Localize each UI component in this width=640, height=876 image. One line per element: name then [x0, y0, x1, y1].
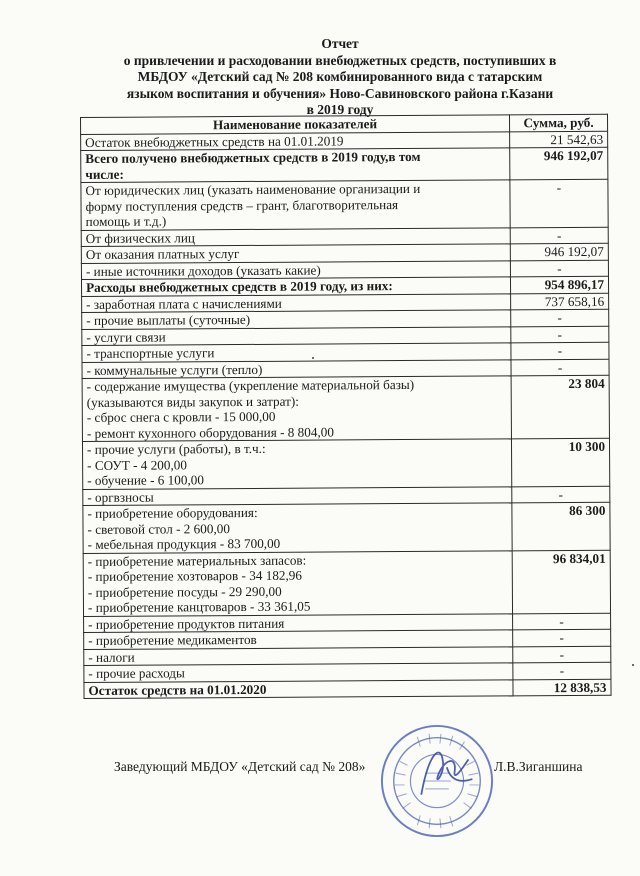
row-label-line: - приобретение посуды - 29 290,00	[87, 583, 282, 600]
row-amount: 10 300	[511, 438, 609, 486]
scan-speck	[312, 357, 314, 359]
row-label	[82, 376, 511, 442]
row-label-line: - прочие расходы	[88, 665, 185, 681]
row-label-line: - сброс снега с кровли - 15 000,00	[86, 408, 276, 425]
row-label	[81, 180, 510, 230]
title-line-5: в 2019 году	[306, 102, 374, 117]
table-body	[81, 131, 611, 699]
table-row	[81, 179, 608, 230]
row-amount: 946 192,07	[510, 243, 608, 260]
row-label-line: - приобретение оборудования:	[87, 504, 258, 521]
row-label-line: - налоги	[88, 649, 135, 665]
title-line-4: языком воспитания и обучения» Ново-Савиновского района г.Казани	[126, 85, 554, 101]
row-label-line: числе:	[85, 166, 124, 182]
row-amount: 21 542,63	[510, 131, 608, 148]
row-amount: -	[513, 629, 611, 646]
row-label-line: - СОУТ - 4 200,00	[87, 456, 187, 473]
row-label	[81, 148, 510, 183]
report-title	[60, 36, 620, 119]
row-label-line: - приобретение продуктов питания	[88, 615, 285, 632]
row-label-line: - мебельная продукция - 83 700,00	[87, 535, 281, 552]
row-amount: -	[513, 662, 611, 679]
row-amount: 86 300	[512, 502, 610, 550]
row-amount: -	[510, 227, 608, 244]
row-label-line: - коммунальные услуги (тепло)	[86, 361, 263, 378]
row-label-line: - транспортные услуги	[86, 345, 215, 361]
row-label	[84, 679, 513, 698]
scan-speck	[632, 664, 634, 666]
seal-stamp-icon	[378, 722, 496, 840]
row-label-line: - содержание имущества (укрепление материальной базы)	[86, 376, 415, 394]
row-amount: 946 192,07	[510, 147, 608, 180]
row-label-line: - приобретение материальных запасов:	[87, 552, 307, 569]
row-amount: -	[511, 326, 609, 343]
row-label-line: - прочие выплаты (суточные)	[86, 311, 251, 328]
footer-position: Заведующий МБДОУ «Детский сад № 208»	[114, 759, 366, 774]
report-table	[80, 114, 612, 699]
row-label-line: От оказания платных услуг	[85, 246, 240, 262]
row-amount: -	[510, 260, 608, 277]
row-label-line: - иные источники доходов (указать какие)	[85, 262, 321, 279]
row-amount: 12 838,53	[513, 679, 611, 696]
table-row	[84, 679, 611, 699]
row-amount: -	[511, 342, 609, 359]
row-amount: -	[513, 613, 611, 630]
row-amount: -	[513, 646, 611, 663]
row-label-line: - приобретение хозтоваров - 34 182,96	[87, 567, 303, 584]
header-name: Наименование показателей	[81, 115, 510, 134]
title-line-2: о привлечении и расходовании внебюджетных средств, поступивших в	[123, 52, 557, 68]
row-amount: -	[510, 179, 608, 227]
row-label-line: - оргвзносы	[87, 489, 154, 505]
row-label-line: Остаток внебюджетных средств на 01.01.2019	[85, 132, 344, 150]
row-label-line: - приобретение канцтоваров - 33 361,05	[87, 598, 311, 615]
row-label-line: Всего получено внебюджетных средств в 2019 году,в том	[85, 148, 421, 166]
row-label-line: форму поступления средств – грант, благотворительная	[85, 196, 399, 214]
row-amount: -	[511, 359, 609, 376]
row-amount: 737 658,16	[511, 293, 609, 310]
header-amount: Сумма, руб.	[509, 114, 607, 131]
row-label-line: (указываются виды закупок и затрат):	[86, 393, 299, 410]
row-amount: 23 804	[511, 375, 609, 439]
row-label-line: - обучение - 6 100,00	[87, 472, 204, 488]
footer-name: Л.В.Зиганшина	[494, 759, 583, 774]
row-label-line: Расходы внебюджетных средств в 2019 году, из них:	[85, 278, 393, 295]
row-label	[83, 550, 512, 616]
table-row	[83, 502, 610, 553]
row-amount: -	[512, 486, 610, 503]
row-amount: 96 834,01	[512, 550, 610, 614]
title-line-3: МБДОУ «Детский сад № 208 комбинированного вида с татарским	[137, 69, 543, 84]
table-row	[82, 438, 609, 489]
row-label	[83, 503, 512, 553]
row-label-line: - приобретение медикаментов	[88, 631, 257, 648]
row-label-line: - ремонт кухонного оборудования - 8 804,00	[86, 423, 334, 441]
row-amount: -	[511, 309, 609, 326]
row-label-line: Остаток средств на 01.01.2020	[88, 681, 267, 698]
row-label-line: От физических лиц	[85, 229, 195, 246]
table-row	[83, 550, 610, 616]
table-row	[82, 375, 609, 441]
row-amount: 954 896,17	[510, 276, 608, 293]
row-label-line: - прочие услуги (работы), в т.ч.:	[86, 440, 266, 457]
row-label-line: - световой стол - 2 600,00	[87, 520, 230, 537]
row-label-line: - услуги связи	[86, 328, 166, 345]
row-label-line: помощь и т.д.)	[85, 213, 167, 229]
title-line-1: Отчет	[321, 36, 359, 51]
row-label	[82, 439, 511, 489]
row-label-line: - заработная плата с начислениями	[86, 295, 282, 312]
row-label-line: От юридических лиц (указать наименование организации и	[85, 180, 421, 198]
table-row	[81, 147, 608, 182]
